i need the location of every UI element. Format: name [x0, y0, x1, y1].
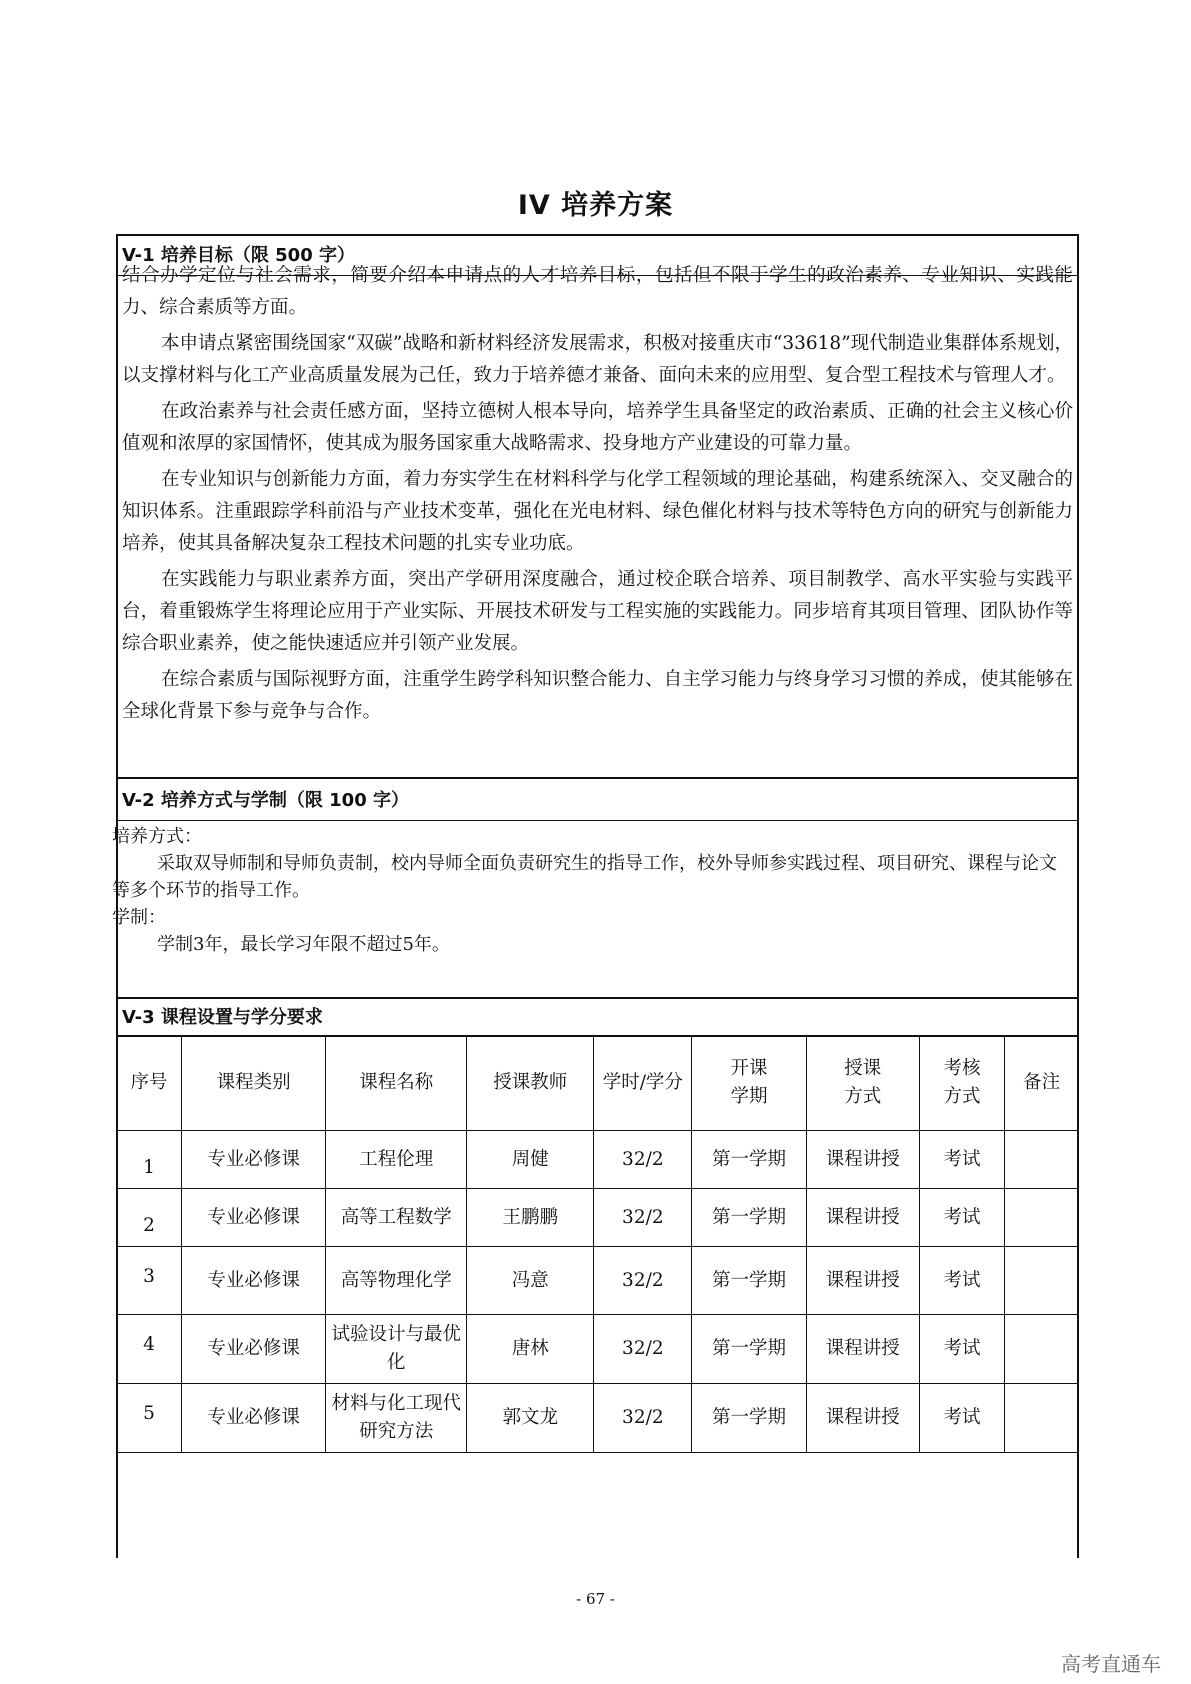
cell-exam: 考试	[919, 1315, 1004, 1384]
cell-name: 高等工程数学	[326, 1189, 467, 1247]
col-category: 课程类别	[182, 1036, 326, 1131]
col-hours: 学时/学分	[594, 1036, 692, 1131]
cell-category: 专业必修课	[182, 1315, 326, 1384]
cell-teacher: 周健	[467, 1131, 594, 1189]
col-exam-line1: 考核	[943, 1058, 981, 1079]
mode-label: 培养方式：	[112, 826, 202, 847]
cell-seq	[117, 1247, 182, 1315]
cell-hours: 32/2	[594, 1247, 692, 1315]
section-v3-heading: V-3 课程设置与学分要求	[118, 999, 1077, 1037]
watermark: 高考直通车	[1061, 1652, 1161, 1676]
section-v2-text	[112, 823, 1073, 958]
cell-remark	[1005, 1315, 1079, 1384]
cell-seq	[117, 1189, 182, 1247]
cell-seq	[117, 1384, 182, 1453]
section-v2-heading: V-2 培养方式与学制（限 100 字）	[118, 781, 1077, 821]
cell-hours: 32/2	[594, 1384, 692, 1453]
term-label: 学制：	[112, 907, 166, 928]
col-term	[692, 1036, 806, 1131]
cell-category: 专业必修课	[182, 1247, 326, 1315]
seq-value: 1	[143, 1156, 155, 1178]
col-exam-line2: 方式	[943, 1086, 981, 1107]
col-name: 课程名称	[326, 1036, 467, 1131]
cell-name: 试验设计与最优化	[326, 1315, 467, 1384]
cell-teacher: 唐林	[467, 1315, 594, 1384]
col-term-line2: 学期	[730, 1086, 768, 1107]
cell-name: 工程伦理	[326, 1131, 467, 1189]
v1-paragraph: 在政治素养与社会责任感方面，坚持立德树人根本导向，培养学生具备坚定的政治素质、正确的社会主义核心价值观和浓厚的家国情怀，使其成为服务国家重大战略需求、投身地方产业建设的可靠力量。	[122, 401, 1073, 454]
table-row	[117, 1189, 1079, 1247]
cell-seq	[117, 1315, 182, 1384]
cell-teacher: 郭文龙	[467, 1384, 594, 1453]
cell-exam: 考试	[919, 1384, 1004, 1453]
cell-seq	[117, 1131, 182, 1189]
col-teacher: 授课教师	[467, 1036, 594, 1131]
page-number: - 67 -	[576, 1590, 615, 1608]
seq-value: 4	[143, 1334, 155, 1355]
v1-instruction: 结合办学定位与社会需求，简要介绍本申请点的人才培养目标，包括但不限于学生的政治素养、专业知识、实践能力、综合素质等方面。	[122, 265, 1073, 318]
cell-exam: 考试	[919, 1247, 1004, 1315]
cell-method: 课程讲授	[806, 1384, 919, 1453]
cell-category: 专业必修课	[182, 1384, 326, 1453]
cell-name: 高等物理化学	[326, 1247, 467, 1315]
cell-method: 课程讲授	[806, 1247, 919, 1315]
seq-value: 2	[143, 1214, 155, 1236]
col-method-line2: 方式	[844, 1086, 882, 1107]
page-title: IV 培养方案	[517, 190, 674, 221]
v1-paragraph: 在专业知识与创新能力方面，着力夯实学生在材料科学与化学工程领域的理论基础，构建系统深入、交叉融合的知识体系。注重跟踪学科前沿与产业技术变革，强化在光电材料、绿色催化材料与技术等特色方向的研究与创新能力培养，使其具备解决复杂工程技术问题的扎实专业功底。	[122, 469, 1073, 554]
cell-remark	[1005, 1131, 1079, 1189]
table-header-row	[117, 1036, 1079, 1131]
cell-remark	[1005, 1247, 1079, 1315]
cell-term: 第一学期	[692, 1247, 806, 1315]
v1-paragraph: 在实践能力与职业素养方面，突出产学研用深度融合，通过校企联合培养、项目制教学、高水平实验与实践平台，着重锻炼学生将理论应用于产业实际、开展技术研发与工程实施的实践能力。同步培育其项目管理、团队协作等综合职业素养，使之能快速适应并引领产业发展。	[122, 569, 1073, 654]
col-seq: 序号	[117, 1036, 182, 1131]
cell-term: 第一学期	[692, 1315, 806, 1384]
section-divider	[118, 777, 1077, 779]
cell-remark	[1005, 1384, 1079, 1453]
cell-term: 第一学期	[692, 1189, 806, 1247]
col-term-line1: 开课	[730, 1058, 768, 1079]
seq-value: 3	[143, 1265, 155, 1287]
cell-teacher: 冯意	[467, 1247, 594, 1315]
cell-teacher: 王鹏鹏	[467, 1189, 594, 1247]
course-table	[116, 1035, 1079, 1453]
col-exam	[919, 1036, 1004, 1131]
cell-method: 课程讲授	[806, 1315, 919, 1384]
table-row	[117, 1315, 1079, 1384]
cell-name: 材料与化工现代研究方法	[326, 1384, 467, 1453]
cell-method: 课程讲授	[806, 1131, 919, 1189]
section-v1-text	[122, 260, 1073, 732]
cell-category: 专业必修课	[182, 1189, 326, 1247]
col-method	[806, 1036, 919, 1131]
cell-exam: 考试	[919, 1131, 1004, 1189]
cell-hours: 32/2	[594, 1189, 692, 1247]
col-method-line1: 授课	[844, 1058, 882, 1079]
table-row	[117, 1247, 1079, 1315]
table-row	[117, 1384, 1079, 1453]
training-plan-frame	[112, 234, 1079, 1558]
col-remark: 备注	[1005, 1036, 1079, 1131]
cell-method: 课程讲授	[806, 1189, 919, 1247]
cell-hours: 32/2	[594, 1131, 692, 1189]
cell-category: 专业必修课	[182, 1131, 326, 1189]
cell-remark	[1005, 1189, 1079, 1247]
term-text: 学制3年，最长学习年限不超过5年。	[157, 934, 450, 955]
cell-exam: 考试	[919, 1189, 1004, 1247]
cell-term: 第一学期	[692, 1131, 806, 1189]
table-row	[117, 1131, 1079, 1189]
cell-hours: 32/2	[594, 1315, 692, 1384]
mode-text: 采取双导师制和导师负责制，校内导师全面负责研究生的指导工作，校外导师参实践过程、项目研究、课程与论文等多个环节的指导工作。	[112, 853, 1057, 901]
section-v1-heading: V-1 培养目标（限 500 字）	[118, 236, 1077, 276]
v1-paragraph: 在综合素质与国际视野方面，注重学生跨学科知识整合能力、自主学习能力与终身学习习惯的养成，使其能够在全球化背景下参与竞争与合作。	[122, 669, 1073, 722]
seq-value: 5	[143, 1403, 155, 1424]
v1-paragraph: 本申请点紧密围绕国家“双碳”战略和新材料经济发展需求，积极对接重庆市“33618”现代制造业集群体系规划，以支撑材料与化工产业高质量发展为己任，致力于培养德才兼备、面向未来的应用型、复合型工程技术与管理人才。	[122, 333, 1073, 386]
cell-term: 第一学期	[692, 1384, 806, 1453]
